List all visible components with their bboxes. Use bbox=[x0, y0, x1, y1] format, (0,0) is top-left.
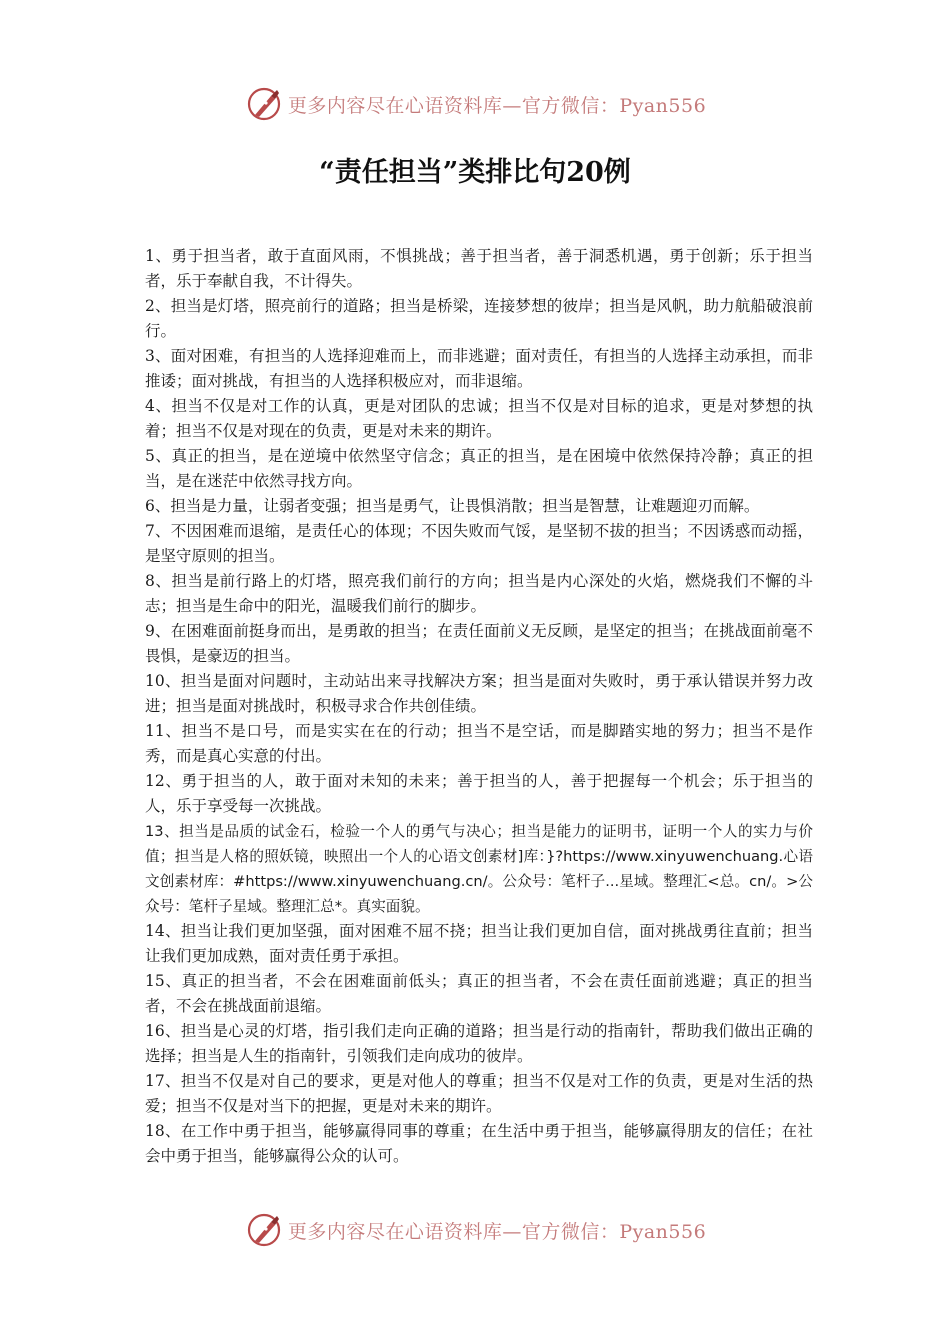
paragraph-2: 2、担当是灯塔，照亮前行的道路；担当是桥梁，连接梦想的彼岸；担当是风帆，助力航船破浪前行。 bbox=[145, 297, 813, 340]
paragraph-12: 12、勇于担当的人，敢于面对未知的未来；善于担当的人，善于把握每一个机会；乐于担当的人，乐于享受每一次挑战。 bbox=[145, 772, 813, 815]
paragraph-18: 18、在工作中勇于担当，能够赢得同事的尊重；在生活中勇于担当，能够赢得朋友的信任；在社会中勇于担当，能够赢得公众的认可。 bbox=[145, 1122, 813, 1165]
paragraph-16: 16、担当是心灵的灯塔，指引我们走向正确的道路；担当是行动的指南针，帮助我们做出正确的选择；担当是人生的指南针，引领我们走向成功的彼岸。 bbox=[145, 1022, 813, 1065]
banner-text: 更多内容尽在心语资料库—官方微信：Pyan556 bbox=[287, 94, 707, 117]
paragraph-4: 4、担当不仅是对工作的认真，更是对团队的忠诚；担当不仅是对目标的追求，更是对梦想的执着；担当不仅是对现在的负责，更是对未来的期许。 bbox=[145, 397, 813, 440]
paragraph-9: 9、在困难面前挺身而出，是勇敢的担当；在责任面前义无反顾，是坚定的担当；在挑战面前毫不畏惧，是豪迈的担当。 bbox=[145, 622, 813, 665]
document-body bbox=[145, 244, 813, 1169]
paragraph-6: 6、担当是力量，让弱者变强；担当是勇气，让畏惧消散；担当是智慧，让难题迎刃而解。 bbox=[145, 497, 760, 515]
paragraph-1: 1、勇于担当者，敢于直面风雨，不惧挑战；善于担当者，善于洞悉机遇，勇于创新；乐于担当者，乐于奉献自我，不计得失。 bbox=[145, 247, 813, 290]
paragraph-15: 15、真正的担当者，不会在困难面前低头；真正的担当者，不会在责任面前逃避；真正的担当者，不会在挑战面前退缩。 bbox=[145, 972, 813, 1015]
paragraph-7: 7、不因困难而退缩，是责任心的体现；不因失败而气馁，是坚韧不拔的担当；不因诱惑而动摇，是坚守原则的担当。 bbox=[145, 522, 813, 565]
paragraph-11: 11、担当不是口号，而是实实在在的行动；担当不是空话，而是脚踏实地的努力；担当不是作秀，而是真心实意的付出。 bbox=[145, 722, 813, 765]
header-banner bbox=[0, 84, 950, 124]
paragraph-5: 5、真正的担当，是在逆境中依然坚守信念；真正的担当，是在困境中依然保持冷静；真正的担当，是在迷茫中依然寻找方向。 bbox=[145, 447, 813, 490]
paragraph-14: 14、担当让我们更加坚强，面对困难不屈不挠；担当让我们更加自信，面对挑战勇往直前；担当让我们更加成熟，面对责任勇于承担。 bbox=[145, 922, 813, 965]
fountain-pen-logo-icon bbox=[244, 84, 284, 124]
fountain-pen-logo-icon bbox=[244, 1210, 284, 1250]
banner-text: 更多内容尽在心语资料库—官方微信：Pyan556 bbox=[287, 1220, 707, 1243]
document-title: “责任担当”类排比句20例 bbox=[319, 157, 631, 188]
paragraph-13: 13、担当是品质的试金石，检验一个人的勇气与决心；担当是能力的证明书，证明一个人的实力与价值；担当是人格的照妖镜，映照出一个人的心语文创素材]库：}?https://www.xinyuwenchuang.心语文创素材库：#https://www.xinyuwenchuang.cn/。公众号：笔杆子...星域。整理汇<总。cn/。>公众号：笔杆子星域。整理汇总*。真实面貌。 bbox=[145, 823, 813, 915]
paragraph-3: 3、面对困难，有担当的人选择迎难而上，而非逃避；面对责任，有担当的人选择主动承担，而非推诿；面对挑战，有担当的人选择积极应对，而非退缩。 bbox=[145, 347, 813, 390]
footer-banner bbox=[0, 1210, 950, 1250]
paragraph-8: 8、担当是前行路上的灯塔，照亮我们前行的方向；担当是内心深处的火焰，燃烧我们不懈的斗志；担当是生命中的阳光，温暖我们前行的脚步。 bbox=[145, 572, 813, 615]
paragraph-17: 17、担当不仅是对自己的要求，更是对他人的尊重；担当不仅是对工作的负责，更是对生活的热爱；担当不仅是对当下的把握，更是对未来的期许。 bbox=[145, 1072, 813, 1115]
paragraph-10: 10、担当是面对问题时，主动站出来寻找解决方案；担当是面对失败时，勇于承认错误并努力改进；担当是面对挑战时，积极寻求合作共创佳绩。 bbox=[145, 672, 813, 715]
